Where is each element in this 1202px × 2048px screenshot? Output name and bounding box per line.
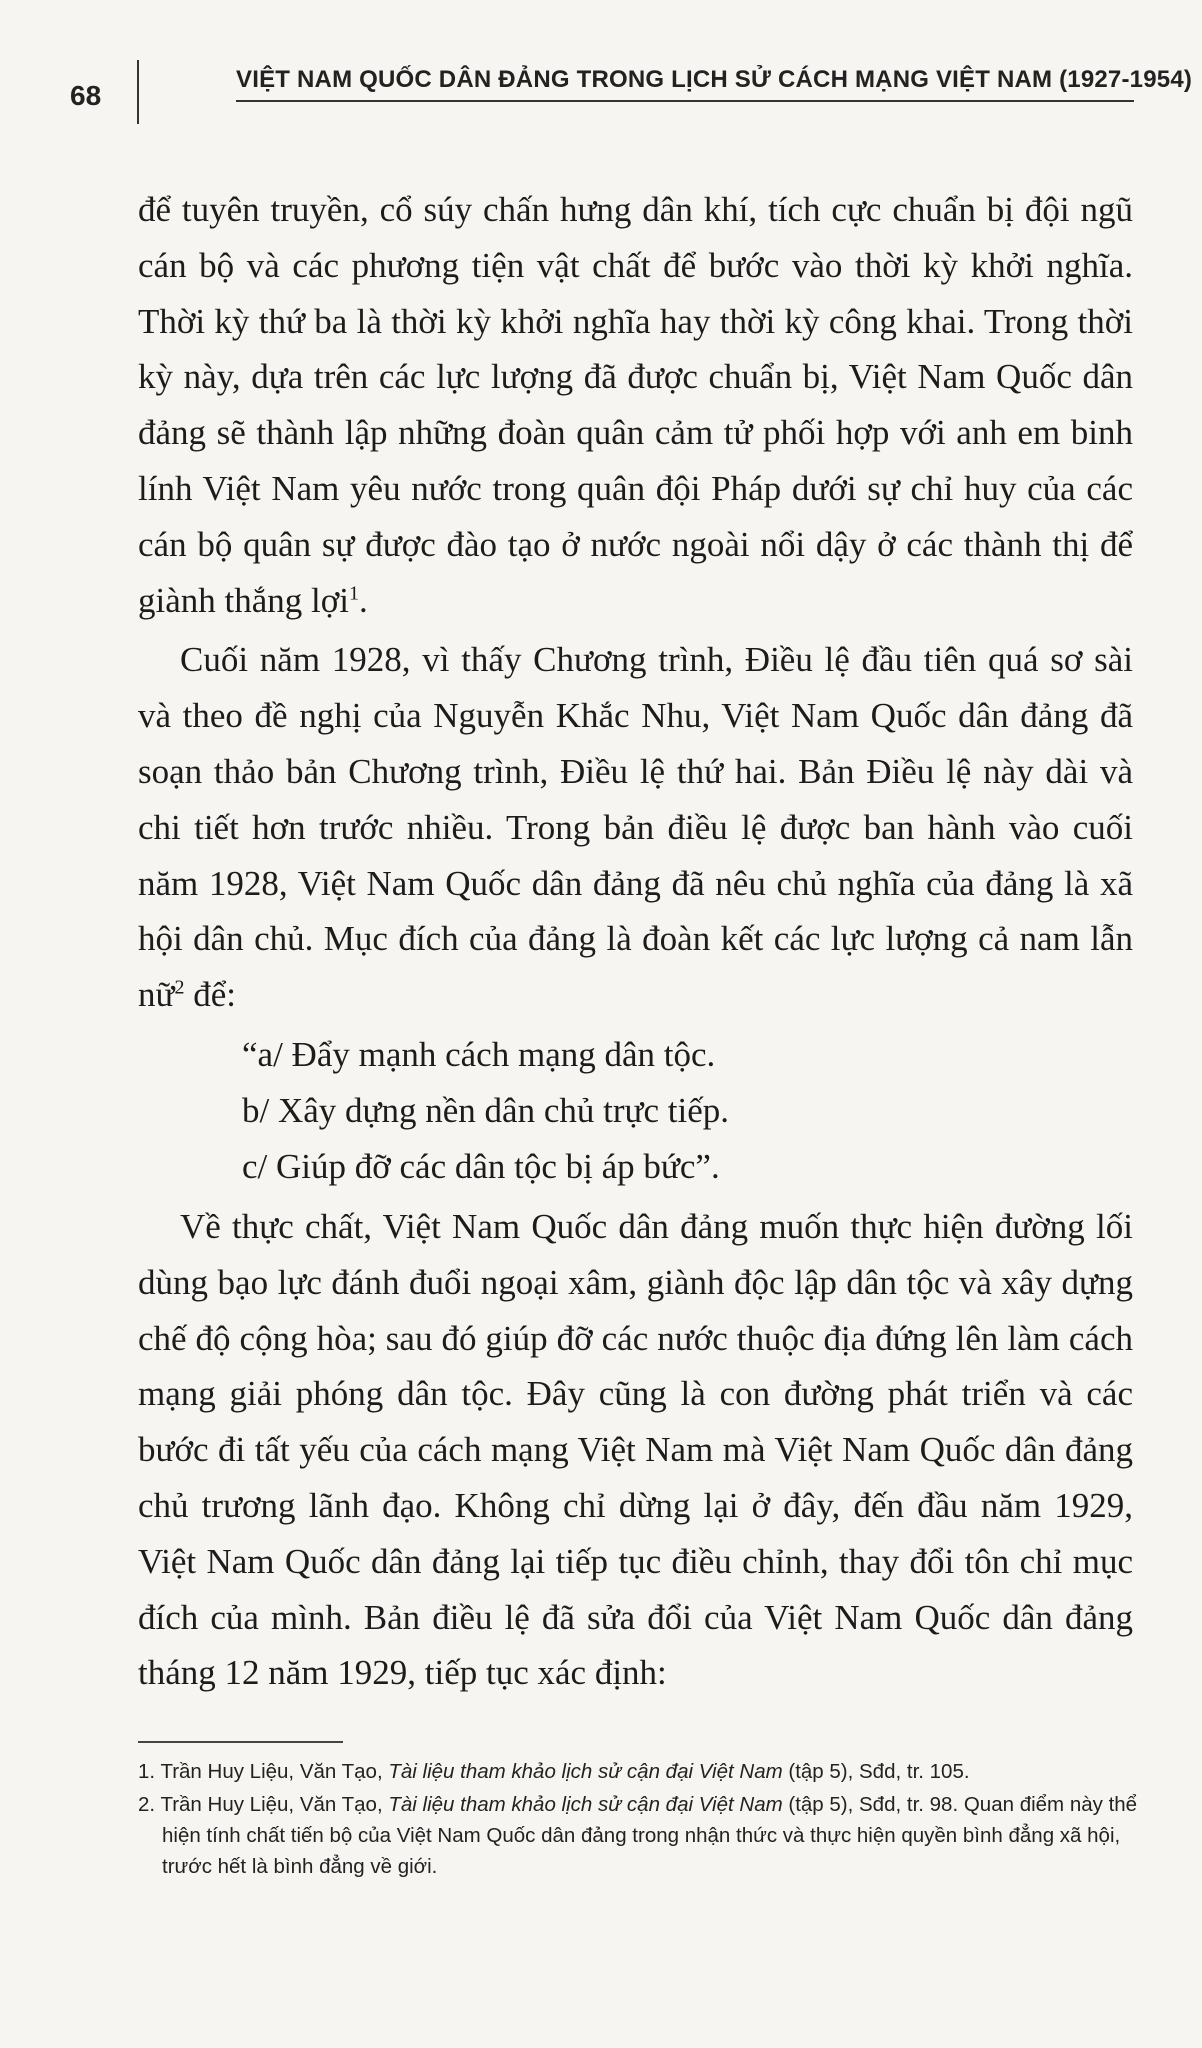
footnotes — [138, 1756, 1138, 1884]
paragraph-2-end: để: — [184, 975, 236, 1015]
footnote-ref-2: 2 — [174, 976, 185, 999]
header-rule — [236, 100, 1134, 102]
footnote-1-title: Tài liệu tham khảo lịch sử cận đại Việt Nam — [388, 1760, 783, 1783]
footnote-ref-1: 1 — [348, 581, 359, 604]
footnote-1-number: 1. — [138, 1760, 156, 1783]
quote-block — [138, 1027, 1133, 1195]
running-title: VIỆT NAM QUỐC DÂN ĐẢNG TRONG LỊCH SỬ CÁCH MẠNG VIỆT NAM (1927-1954) — [236, 66, 1193, 93]
footnote-2-number: 2. — [138, 1793, 156, 1816]
paragraph-1 — [138, 182, 1133, 628]
footnote-1-authors: Trần Huy Liệu, Văn Tạo, — [160, 1760, 389, 1783]
footnote-1-rest: (tập 5), Sđd, tr. 105. — [782, 1760, 970, 1783]
page-number: 68 — [70, 80, 102, 111]
quote-line-c: c/ Giúp đỡ các dân tộc bị áp bức”. — [242, 1146, 720, 1186]
paragraph-1-text: để tuyên truyền, cổ súy chấn hưng dân khí, tích cực chuẩn bị đội ngũ cán bộ và các phương tiện vật chất để bước vào thời kỳ khởi nghĩa. Thời kỳ thứ ba là thời kỳ khởi nghĩa hay thời kỳ công khai. Trong thời kỳ này, dựa trên các lực lượng đã được chuẩn bị, Việt Nam Quốc dân đảng sẽ thành lập những đoàn quân cảm tử phối hợp với anh em binh lính Việt Nam yêu nước trong quân đội Pháp dưới sự chỉ huy của các cán bộ quân sự được đào tạo ở nước ngoài nổi dậy ở các thành thị để giành thắng lợi — [138, 190, 1133, 620]
paragraph-2 — [138, 632, 1133, 1023]
running-header — [0, 60, 1202, 130]
quote-line-b: b/ Xây dựng nền dân chủ trực tiếp. — [242, 1090, 729, 1130]
body-text — [138, 182, 1133, 1705]
paragraph-3: Về thực chất, Việt Nam Quốc dân đảng muốn thực hiện đường lối dùng bạo lực đánh đuổi ngoại xâm, giành độc lập dân tộc và xây dựng chế độ cộng hòa; sau đó giúp đỡ các nước thuộc địa đứng lên làm cách mạng giải phóng dân tộc. Đây cũng là con đường phát triển và các bước đi tất yếu của cách mạng Việt Nam mà Việt Nam Quốc dân đảng chủ trương lãnh đạo. Không chỉ dừng lại ở đây, đến đầu năm 1929, Việt Nam Quốc dân đảng lại tiếp tục điều chỉnh, thay đổi tôn chỉ mục đích của mình. Bản điều lệ đã sửa đổi của Việt Nam Quốc dân đảng tháng 12 năm 1929, tiếp tục xác định: — [138, 1206, 1133, 1693]
paragraph-1-end: . — [358, 580, 368, 620]
footnote-2-authors: Trần Huy Liệu, Văn Tạo, — [160, 1793, 389, 1816]
footnote-2 — [138, 1789, 1138, 1882]
footnote-1 — [138, 1756, 1138, 1787]
footnote-2-rest: (tập 5), Sđd, tr. 98. Quan điểm này thể hiện tính chất tiến bộ của Việt Nam Quốc dân đảng trong nhận thức và thực hiện quyền bình đẳng xã hội, trước hết là bình đẳng về giới. — [162, 1793, 1138, 1878]
footnote-rule — [138, 1741, 343, 1743]
quote-line-a: “a/ Đẩy mạnh cách mạng dân tộc. — [242, 1034, 716, 1074]
footnote-2-title: Tài liệu tham khảo lịch sử cận đại Việt Nam — [388, 1793, 783, 1816]
header-divider — [137, 60, 139, 124]
paragraph-2-text: Cuối năm 1928, vì thấy Chương trình, Điều lệ đầu tiên quá sơ sài và theo đề nghị của Nguyễn Khắc Nhu, Việt Nam Quốc dân đảng đã soạn thảo bản Chương trình, Điều lệ thứ hai. Bản Điều lệ này dài và chi tiết hơn trước nhiều. Trong bản điều lệ được ban hành vào cuối năm 1928, Việt Nam Quốc dân đảng đã nêu chủ nghĩa của đảng là xã hội dân chủ. Mục đích của đảng là đoàn kết các lực lượng cả nam lẫn nữ — [138, 640, 1133, 1015]
